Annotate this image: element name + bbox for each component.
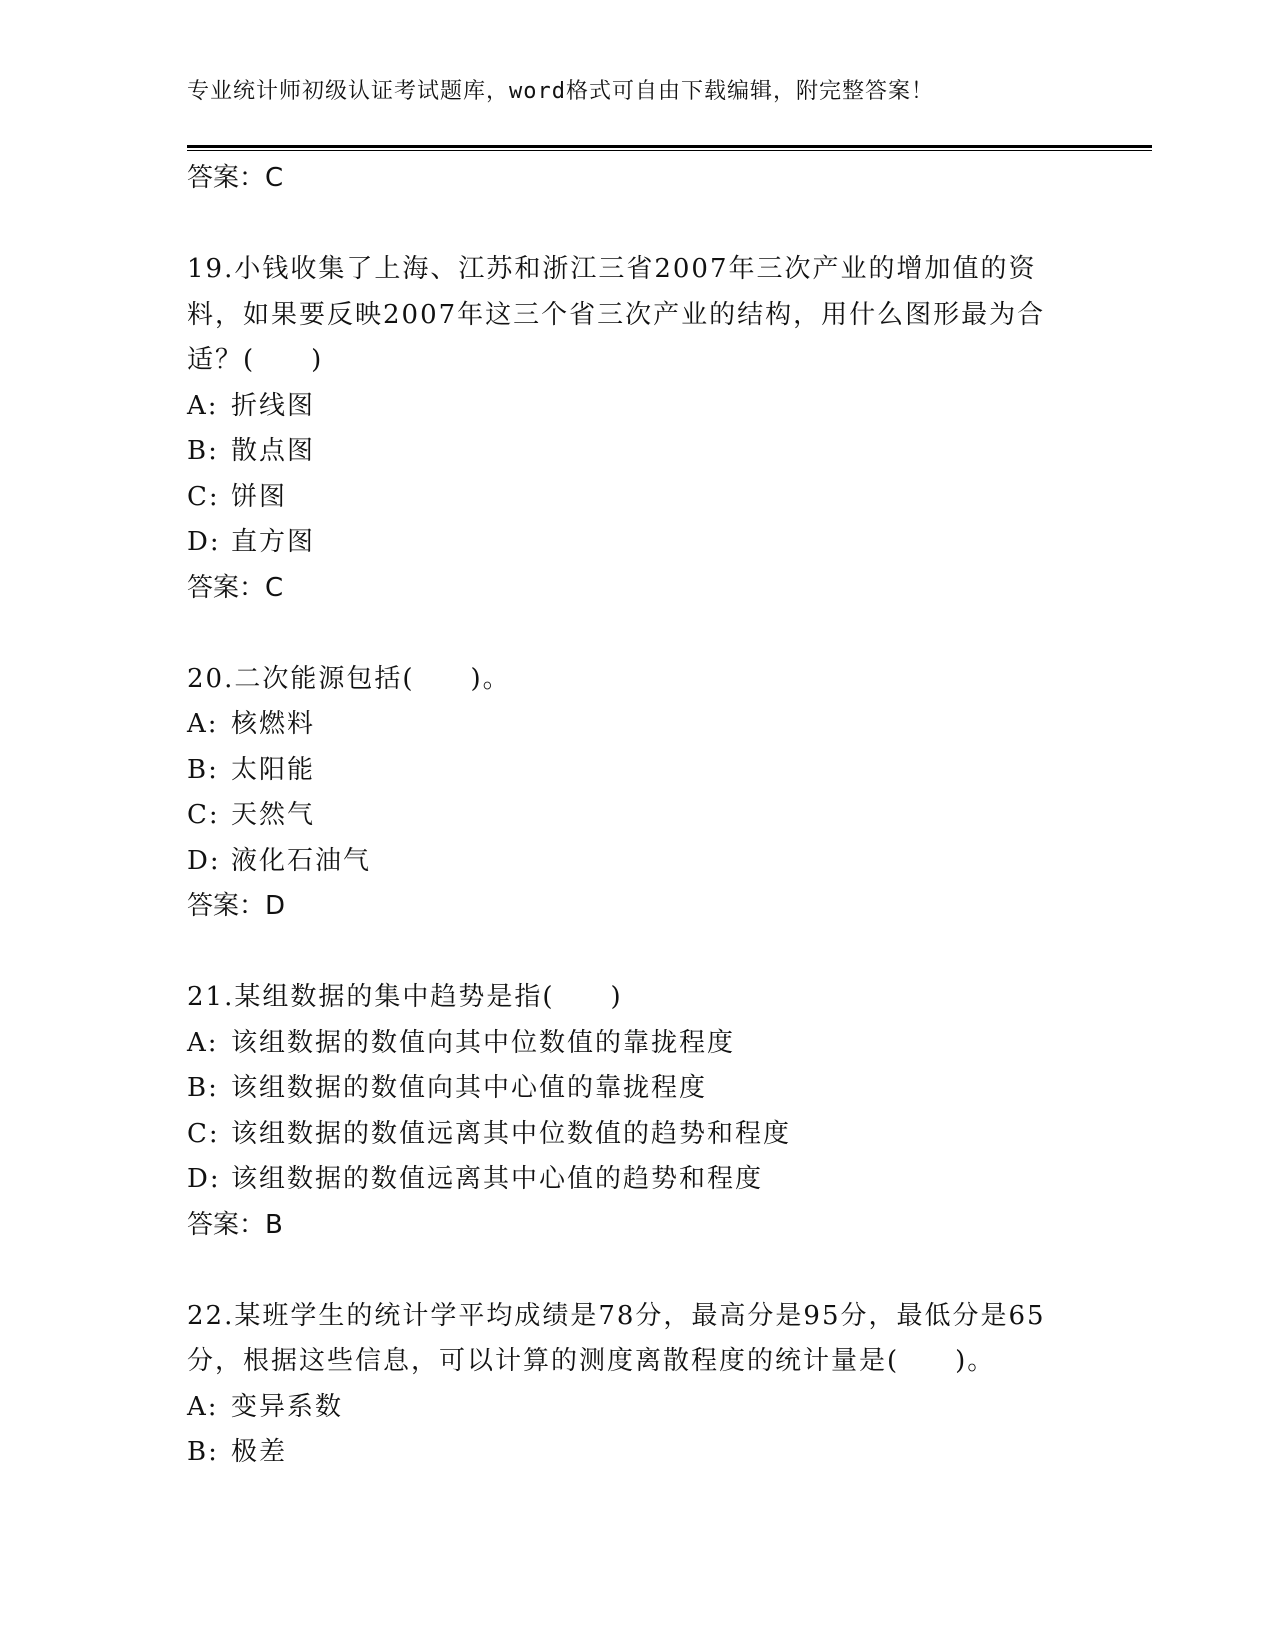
- question-22: [187, 1294, 1087, 1476]
- option-text: 天然气: [231, 800, 316, 830]
- spacer: [187, 930, 1087, 976]
- option-label: A:: [187, 390, 219, 421]
- option-text: 该组数据的数值远离其中心值的趋势和程度: [231, 1164, 764, 1194]
- option-label: A:: [187, 1391, 219, 1422]
- option-d: [187, 520, 1087, 566]
- option-b: [187, 748, 1087, 794]
- spacer: [187, 1248, 1087, 1294]
- question-stem-line: 22.某班学生的统计学平均成绩是78分，最高分是95分，最低分是65: [187, 1300, 1046, 1331]
- question-stem-line: 19.小钱收集了上海、江苏和浙江三省2007年三次产业的增加值的资: [187, 254, 1037, 284]
- option-a: [187, 384, 1087, 430]
- option-text: 折线图: [231, 390, 316, 421]
- question-19: [187, 247, 1087, 611]
- option-b: [187, 1430, 1087, 1476]
- question-20: [187, 657, 1087, 930]
- question-stem-line: 料，如果要反映2007年这三个省三次产业的结构，用什么图形最为合: [187, 299, 1046, 330]
- option-text: 极差: [231, 1437, 288, 1467]
- option-c: [187, 1112, 1087, 1158]
- option-a: [187, 702, 1087, 748]
- answer: 答案：B: [187, 1209, 283, 1240]
- option-text: 散点图: [231, 436, 316, 466]
- question-stem-line: 适？( ): [187, 345, 324, 375]
- header-rule-thick: [187, 145, 1152, 148]
- question-stem-line: 20.二次能源包括( )。: [187, 663, 511, 694]
- question-content: [187, 156, 1087, 1476]
- option-text: 饼图: [231, 481, 288, 512]
- option-label: A:: [187, 709, 219, 739]
- option-label: B:: [187, 436, 219, 466]
- option-a: [187, 1021, 1087, 1067]
- option-b: [187, 429, 1087, 475]
- option-label: D:: [187, 845, 221, 876]
- option-label: B:: [187, 754, 219, 785]
- option-label: C:: [187, 1118, 220, 1149]
- option-text: 直方图: [231, 527, 316, 557]
- option-b: [187, 1066, 1087, 1112]
- option-label: C:: [187, 800, 220, 830]
- option-c: [187, 793, 1087, 839]
- option-d: [187, 1157, 1087, 1203]
- option-label: D:: [187, 527, 221, 557]
- option-text: 变异系数: [231, 1391, 344, 1422]
- option-text: 该组数据的数值向其中心值的靠拢程度: [231, 1073, 708, 1103]
- option-d: [187, 839, 1087, 885]
- option-text: 液化石油气: [231, 845, 372, 876]
- option-label: B:: [187, 1073, 219, 1103]
- option-label: C:: [187, 481, 220, 512]
- option-a: [187, 1385, 1087, 1431]
- spacer: [187, 202, 1087, 248]
- previous-answer: 答案：C: [187, 163, 284, 193]
- option-text: 该组数据的数值远离其中位数值的趋势和程度: [231, 1118, 792, 1149]
- option-label: A:: [187, 1027, 219, 1058]
- spacer: [187, 611, 1087, 657]
- option-text: 该组数据的数值向其中位数值的靠拢程度: [231, 1027, 736, 1058]
- page-header: 专业统计师初级认证考试题库，word格式可自由下载编辑，附完整答案！: [187, 79, 934, 104]
- option-text: 太阳能: [231, 754, 316, 785]
- answer: 答案：C: [187, 572, 284, 603]
- option-label: B:: [187, 1437, 219, 1467]
- option-c: [187, 475, 1087, 521]
- header-rule-thin: [187, 150, 1152, 151]
- question-stem-line: 21.某组数据的集中趋势是指( ): [187, 982, 623, 1012]
- answer: 答案：D: [187, 891, 286, 921]
- question-21: [187, 975, 1087, 1248]
- option-text: 核燃料: [231, 709, 316, 739]
- question-stem-line: 分，根据这些信息，可以计算的测度离散程度的统计量是( )。: [187, 1346, 996, 1376]
- option-label: D:: [187, 1164, 221, 1194]
